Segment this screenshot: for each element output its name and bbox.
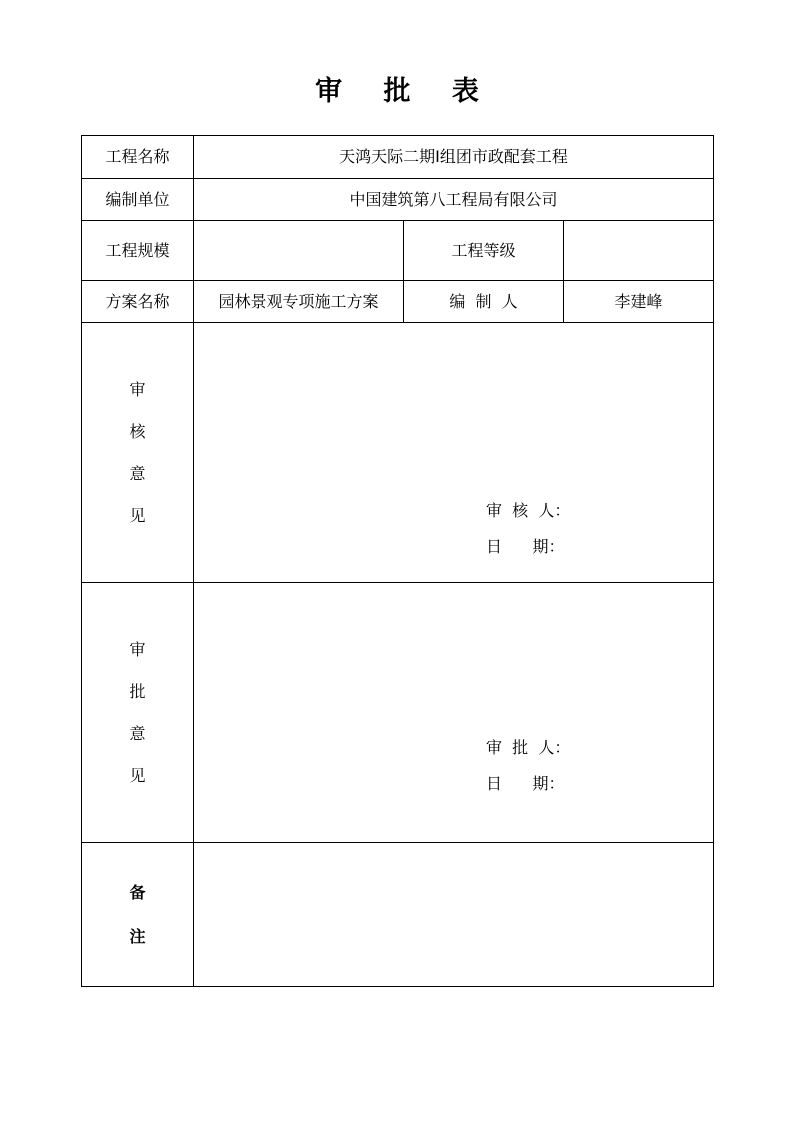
unit-value[interactable]: 中国建筑第八工程局有限公司 (194, 179, 714, 221)
row-remarks (82, 843, 714, 987)
reviewer-label: 审 核 人： (486, 501, 571, 520)
review-opinion-area[interactable] (194, 323, 714, 583)
review-label (82, 323, 194, 583)
review-label-char: 审 (129, 379, 146, 399)
approval-label-char: 见 (129, 765, 146, 785)
row-review (82, 323, 714, 583)
review-label-char: 意 (129, 463, 146, 483)
approval-label-char: 批 (129, 681, 146, 701)
row-project-name (82, 136, 714, 179)
approval-opinion-area[interactable] (194, 583, 714, 843)
row-approval (82, 583, 714, 843)
grade-label: 工程等级 (404, 221, 564, 281)
row-scale (82, 221, 714, 281)
project-name-label: 工程名称 (82, 136, 194, 179)
scale-label: 工程规模 (82, 221, 194, 281)
approval-label-char: 审 (129, 639, 146, 659)
plan-value[interactable]: 园林景观专项施工方案 (194, 281, 404, 323)
review-date-label: 日 期： (486, 537, 565, 556)
remarks-label (82, 843, 194, 987)
row-unit (82, 179, 714, 221)
plan-label: 方案名称 (82, 281, 194, 323)
approval-label-char: 意 (129, 723, 146, 743)
review-label-char: 核 (129, 421, 146, 441)
row-plan (82, 281, 714, 323)
unit-label: 编制单位 (82, 179, 194, 221)
remarks-area[interactable] (194, 843, 714, 987)
page-title: 审 批 表 (315, 76, 495, 107)
approval-table (81, 135, 714, 987)
grade-value[interactable] (564, 221, 714, 281)
project-name-value[interactable]: 天鸿天际二期Ⅰ组团市政配套工程 (194, 136, 714, 179)
approval-label (82, 583, 194, 843)
review-label-char: 见 (129, 505, 146, 525)
author-label: 编 制 人 (404, 281, 564, 323)
author-value[interactable]: 李建峰 (564, 281, 714, 323)
remarks-label-char: 注 (129, 926, 146, 946)
remarks-label-char: 备 (129, 882, 146, 902)
approver-label: 审 批 人： (486, 738, 571, 757)
approval-date-label: 日 期： (486, 774, 565, 793)
scale-value[interactable] (194, 221, 404, 281)
